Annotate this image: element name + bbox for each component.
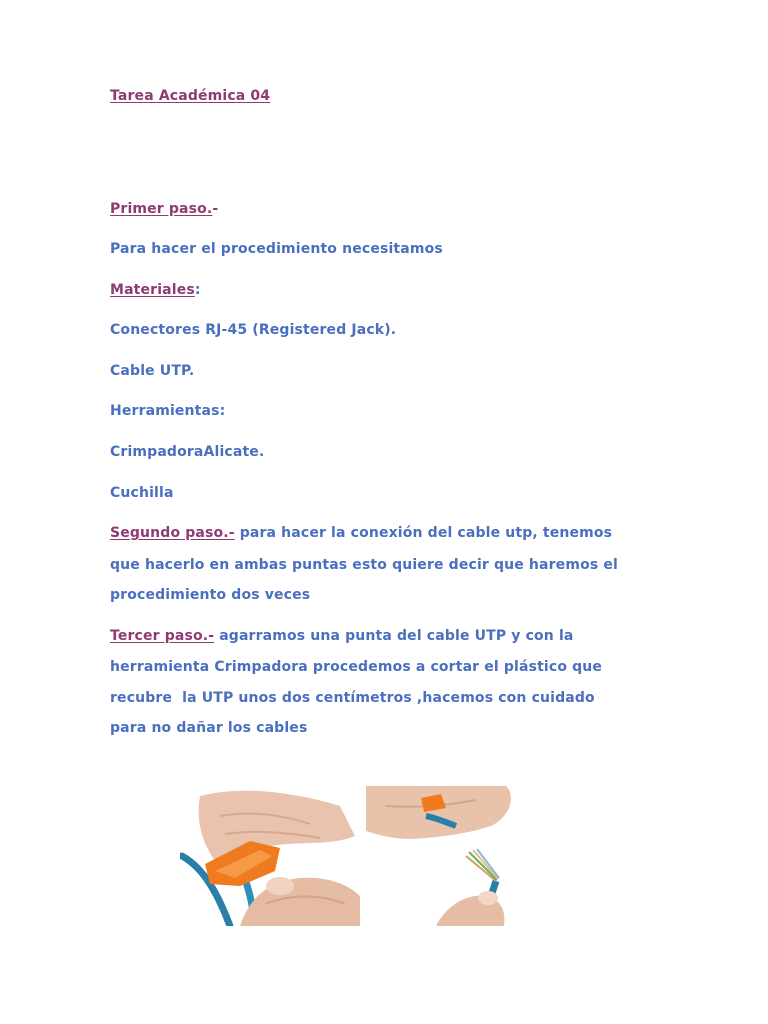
step2-text-1: para hacer la conexión del cable utp, tenemos xyxy=(234,525,613,541)
step3-label: Tercer paso.- xyxy=(110,628,215,644)
photo-stripping-tool-on-cable xyxy=(180,786,360,926)
step3-line-1 xyxy=(110,628,574,644)
materials-suffix: : xyxy=(194,282,201,298)
step3-line-2: herramienta Crimpadora procedemos a cortar el plástico que xyxy=(110,659,603,675)
document-title xyxy=(110,88,270,104)
step1-text: Para hacer el procedimiento necesitamos xyxy=(110,241,443,257)
materials-heading xyxy=(110,282,201,298)
materials-label: Materiales xyxy=(110,282,195,298)
step1-heading xyxy=(110,201,218,217)
step2-line-3: procedimiento dos veces xyxy=(110,587,311,603)
cable-stripping-photos xyxy=(180,786,570,926)
step3-line-4: para no dañar los cables xyxy=(110,720,308,736)
tools-heading: Herramientas: xyxy=(110,403,226,419)
title-text: Tarea Académica 04 xyxy=(110,88,271,104)
step2-label: Segundo paso.- xyxy=(110,525,235,541)
step3-text-1: agarramos una punta del cable UTP y con la xyxy=(214,628,574,644)
step1-label: Primer paso. xyxy=(110,201,213,217)
material-item-connectors: Conectores RJ-45 (Registered Jack). xyxy=(110,322,397,338)
step3-line-3: recubre la UTP unos dos centímetros ,hacemos con cuidado xyxy=(110,690,595,706)
photo-exposed-wires xyxy=(366,786,570,926)
step2-line-2: que hacerlo en ambas puntas esto quiere decir que haremos el xyxy=(110,557,618,573)
tool-item-blade: Cuchilla xyxy=(110,485,174,501)
step2-line-1 xyxy=(110,525,612,541)
step1-suffix: - xyxy=(212,201,219,217)
material-item-cable: Cable UTP. xyxy=(110,363,195,379)
tool-item-crimper: CrimpadoraAlicate. xyxy=(110,444,265,460)
